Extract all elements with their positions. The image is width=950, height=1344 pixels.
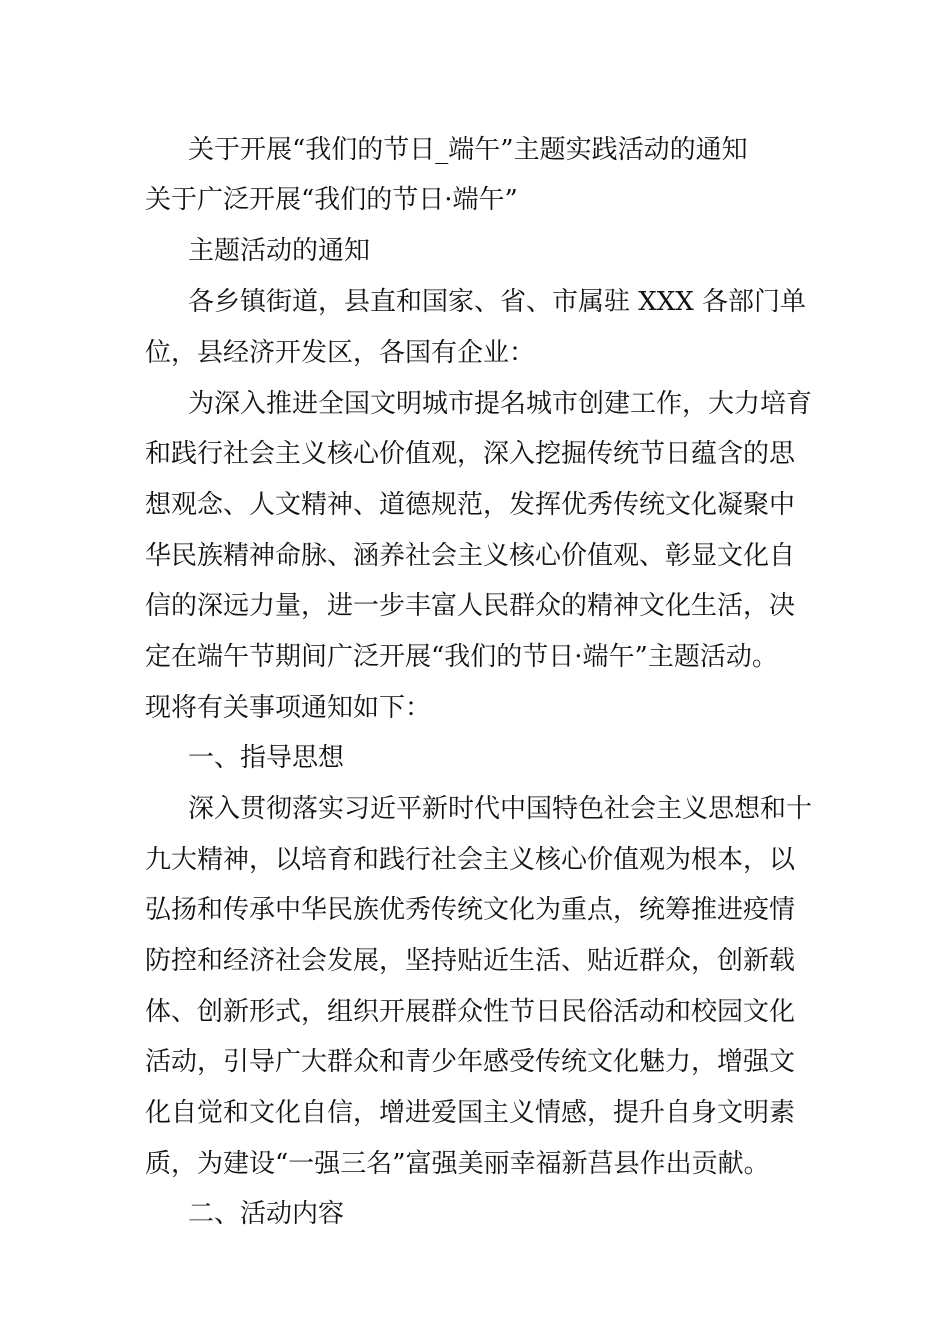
section-1-heading: 一、指导思想 [188,743,345,773]
intro-line: 现将有关事项通知如下： [145,693,432,723]
section-1-line: 活动，引导广大群众和青少年感受传统文化魅力，增强文 [145,1047,796,1077]
intro-line: 定在端午节期间广泛开展“我们的节日·端午”主题活动。 [145,642,778,672]
intro-line: 信的深远力量，进一步丰富人民群众的精神文化生活，决 [145,591,796,621]
section-1-line: 深入贯彻落实习近平新时代中国特色社会主义思想和十 [188,794,813,824]
intro-line: 想观念、人文精神、道德规范，发挥优秀传统文化凝聚中 [145,490,796,520]
section-1-line: 体、创新形式，组织开展群众性节日民俗活动和校园文化 [145,997,796,1027]
section-1-line: 质，为建设“一强三名”富强美丽幸福新莒县作出贡献。 [145,1149,770,1179]
notice-heading-line-1: 关于广泛开展“我们的节日·端午” [145,185,518,215]
intro-line: 为深入推进全国文明城市提名城市创建工作，大力培育 [188,389,813,419]
addressee-line-2: 位，县经济开发区，各国有企业： [145,338,536,368]
notice-heading-line-2: 主题活动的通知 [188,236,371,266]
section-1-line: 九大精神，以培育和践行社会主义核心价值观为根本，以 [145,845,796,875]
addressee-line-1: 各乡镇街道，县直和国家、省、市属驻 XXX 各部门单 [188,287,807,317]
intro-line: 和践行社会主义核心价值观，深入挖掘传统节日蕴含的思 [145,439,796,469]
intro-line: 华民族精神命脉、涵养社会主义核心价值观、彰显文化自 [145,541,796,571]
section-1-line: 防控和经济社会发展，坚持贴近生活、贴近群众，创新载 [145,946,796,976]
document-title: 关于开展“我们的节日_端午”主题实践活动的通知 [188,135,748,165]
section-1-line: 弘扬和传承中华民族优秀传统文化为重点，统筹推进疫情 [145,895,796,925]
section-2-heading: 二、活动内容 [188,1199,345,1229]
section-1-line: 化自觉和文化自信，增进爱国主义情感，提升自身文明素 [145,1098,796,1128]
